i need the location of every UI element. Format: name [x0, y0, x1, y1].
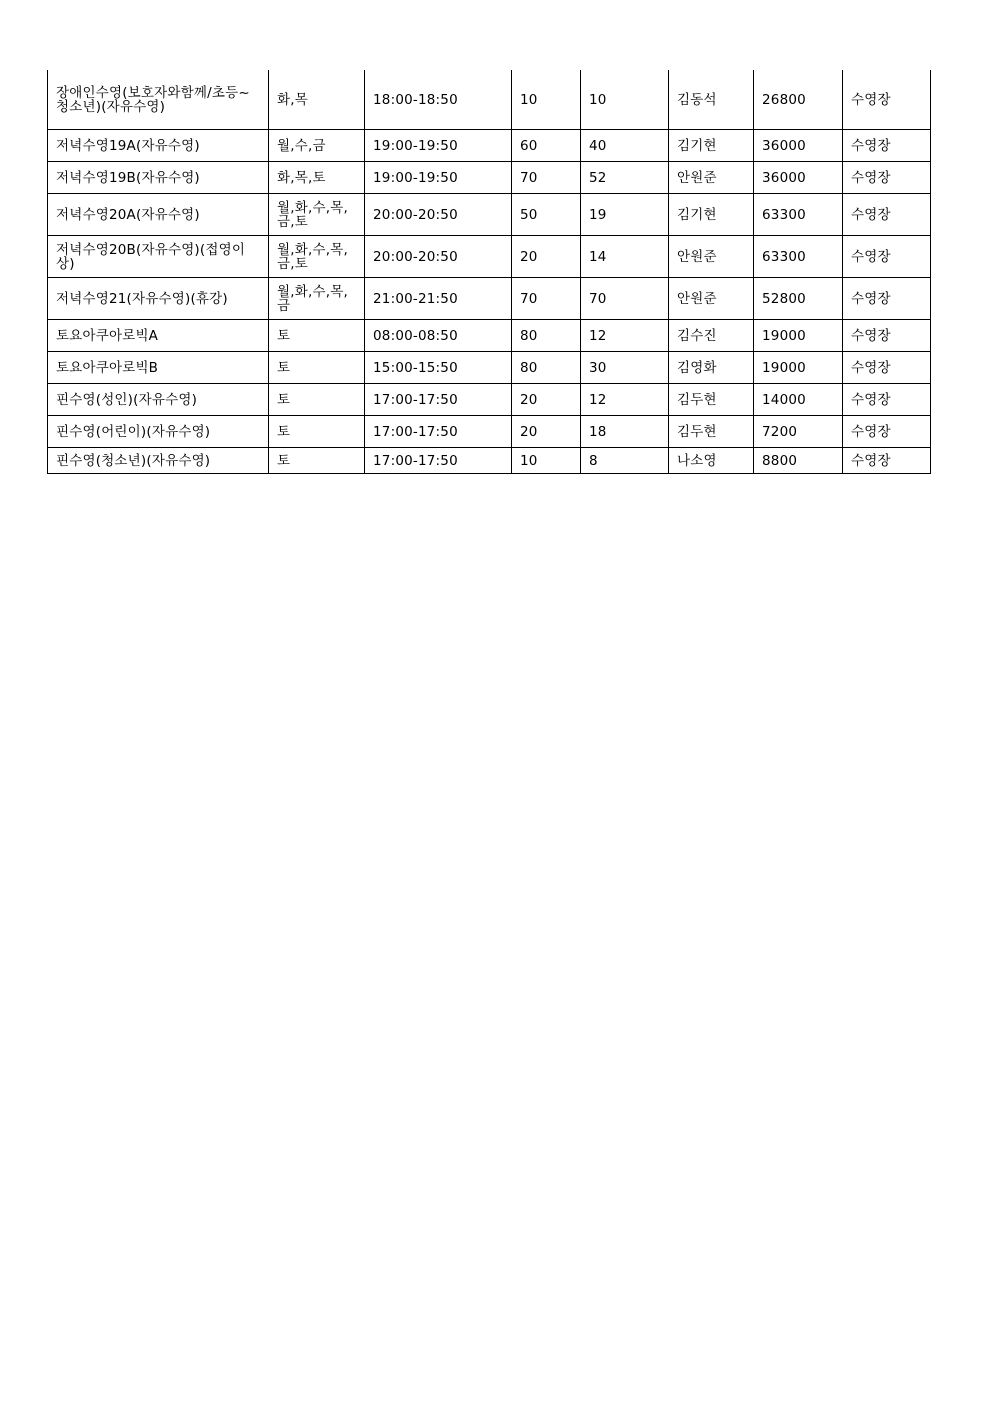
location-cell: 수영장	[843, 278, 931, 320]
enrolled-cell: 12	[581, 320, 669, 352]
location-cell: 수영장	[843, 162, 931, 194]
class-name-cell: 저녁수영21(자유수영)(휴강)	[48, 278, 269, 320]
instructor-cell: 김기현	[669, 194, 754, 236]
class-name-cell: 저녁수영19B(자유수영)	[48, 162, 269, 194]
days-cell: 화,목,토	[269, 162, 365, 194]
location-cell: 수영장	[843, 130, 931, 162]
fee-cell: 8800	[754, 448, 843, 474]
enrolled-cell: 52	[581, 162, 669, 194]
location-cell: 수영장	[843, 320, 931, 352]
class-name-cell: 핀수영(청소년)(자유수영)	[48, 448, 269, 474]
class-name-cell: 토요아쿠아로빅A	[48, 320, 269, 352]
class-name-cell: 토요아쿠아로빅B	[48, 352, 269, 384]
location-cell: 수영장	[843, 352, 931, 384]
class-schedule-table	[47, 70, 931, 474]
fee-cell: 63300	[754, 194, 843, 236]
days-cell: 토	[269, 352, 365, 384]
fee-cell: 19000	[754, 320, 843, 352]
time-cell: 17:00-17:50	[365, 448, 512, 474]
days-cell: 화,목	[269, 70, 365, 130]
table-row	[48, 162, 931, 194]
instructor-cell: 안원준	[669, 278, 754, 320]
fee-cell: 63300	[754, 236, 843, 278]
instructor-cell: 김두현	[669, 384, 754, 416]
table-row	[48, 278, 931, 320]
enrolled-cell: 18	[581, 416, 669, 448]
time-cell: 19:00-19:50	[365, 130, 512, 162]
location-cell: 수영장	[843, 236, 931, 278]
capacity-cell: 70	[512, 278, 581, 320]
capacity-cell: 50	[512, 194, 581, 236]
class-name-cell: 저녁수영19A(자유수영)	[48, 130, 269, 162]
time-cell: 15:00-15:50	[365, 352, 512, 384]
days-cell: 월,수,금	[269, 130, 365, 162]
days-cell: 월,화,수,목,금,토	[269, 194, 365, 236]
table-row	[48, 236, 931, 278]
class-name-cell: 저녁수영20A(자유수영)	[48, 194, 269, 236]
enrolled-cell: 19	[581, 194, 669, 236]
days-cell: 토	[269, 416, 365, 448]
capacity-cell: 20	[512, 236, 581, 278]
time-cell: 20:00-20:50	[365, 194, 512, 236]
capacity-cell: 20	[512, 416, 581, 448]
fee-cell: 26800	[754, 70, 843, 130]
capacity-cell: 80	[512, 320, 581, 352]
instructor-cell: 김동석	[669, 70, 754, 130]
days-cell: 토	[269, 448, 365, 474]
time-cell: 18:00-18:50	[365, 70, 512, 130]
fee-cell: 52800	[754, 278, 843, 320]
time-cell: 17:00-17:50	[365, 384, 512, 416]
table-row	[48, 320, 931, 352]
document-page	[47, 70, 930, 474]
table-row	[48, 448, 931, 474]
enrolled-cell: 10	[581, 70, 669, 130]
capacity-cell: 70	[512, 162, 581, 194]
location-cell: 수영장	[843, 416, 931, 448]
time-cell: 20:00-20:50	[365, 236, 512, 278]
class-name-cell: 핀수영(어린이)(자유수영)	[48, 416, 269, 448]
instructor-cell: 안원준	[669, 236, 754, 278]
instructor-cell: 김영화	[669, 352, 754, 384]
days-cell: 토	[269, 384, 365, 416]
capacity-cell: 10	[512, 448, 581, 474]
location-cell: 수영장	[843, 194, 931, 236]
capacity-cell: 20	[512, 384, 581, 416]
time-cell: 08:00-08:50	[365, 320, 512, 352]
class-name-cell: 장애인수영(보호자와함께/초등~청소년)(자유수영)	[48, 70, 269, 130]
enrolled-cell: 12	[581, 384, 669, 416]
time-cell: 17:00-17:50	[365, 416, 512, 448]
instructor-cell: 김수진	[669, 320, 754, 352]
location-cell: 수영장	[843, 70, 931, 130]
capacity-cell: 80	[512, 352, 581, 384]
days-cell: 월,화,수,목,금	[269, 278, 365, 320]
instructor-cell: 나소영	[669, 448, 754, 474]
instructor-cell: 김두현	[669, 416, 754, 448]
days-cell: 토	[269, 320, 365, 352]
table-row	[48, 384, 931, 416]
fee-cell: 36000	[754, 162, 843, 194]
enrolled-cell: 40	[581, 130, 669, 162]
days-cell: 월,화,수,목,금,토	[269, 236, 365, 278]
location-cell: 수영장	[843, 448, 931, 474]
capacity-cell: 10	[512, 70, 581, 130]
table-row	[48, 130, 931, 162]
table-row	[48, 416, 931, 448]
fee-cell: 7200	[754, 416, 843, 448]
fee-cell: 14000	[754, 384, 843, 416]
instructor-cell: 김기현	[669, 130, 754, 162]
enrolled-cell: 70	[581, 278, 669, 320]
class-name-cell: 저녁수영20B(자유수영)(접영이상)	[48, 236, 269, 278]
fee-cell: 36000	[754, 130, 843, 162]
time-cell: 19:00-19:50	[365, 162, 512, 194]
location-cell: 수영장	[843, 384, 931, 416]
capacity-cell: 60	[512, 130, 581, 162]
table-row	[48, 352, 931, 384]
time-cell: 21:00-21:50	[365, 278, 512, 320]
instructor-cell: 안원준	[669, 162, 754, 194]
fee-cell: 19000	[754, 352, 843, 384]
enrolled-cell: 8	[581, 448, 669, 474]
table-row	[48, 194, 931, 236]
table-row	[48, 70, 931, 130]
class-name-cell: 핀수영(성인)(자유수영)	[48, 384, 269, 416]
enrolled-cell: 30	[581, 352, 669, 384]
enrolled-cell: 14	[581, 236, 669, 278]
